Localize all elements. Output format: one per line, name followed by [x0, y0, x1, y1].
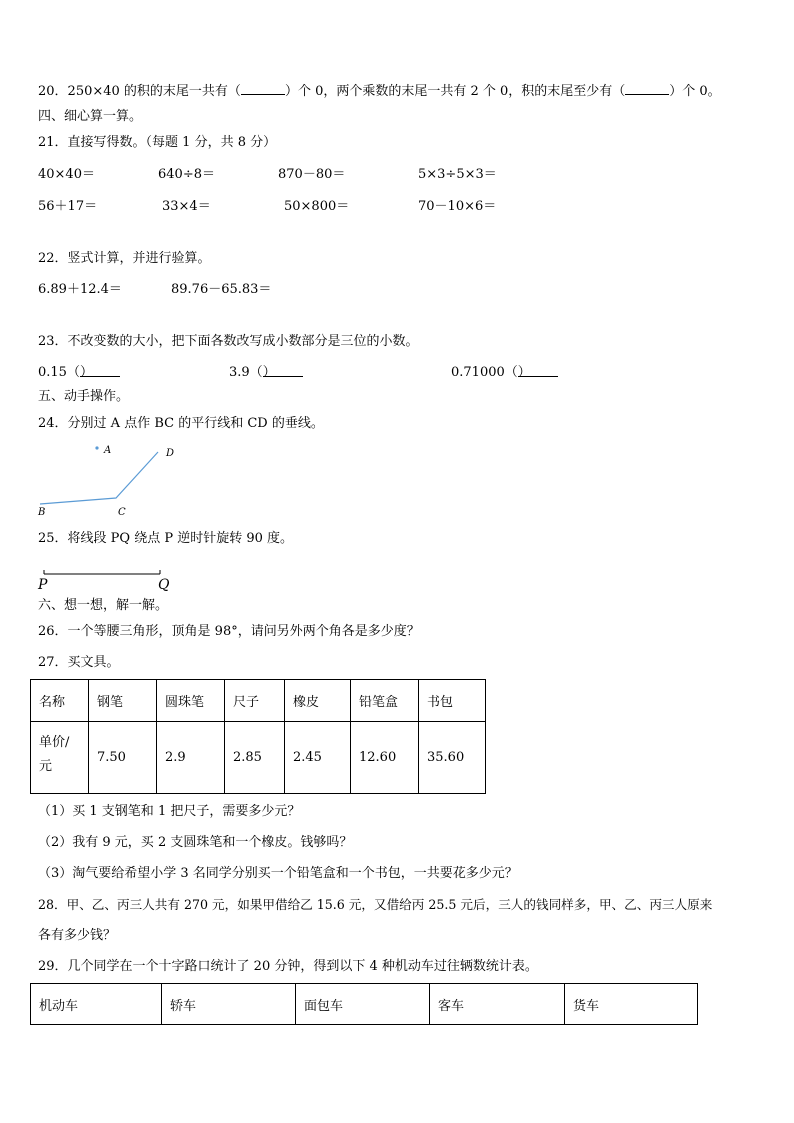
question-20: [38, 82, 721, 101]
table-header-cell: 机动车: [31, 984, 162, 1025]
table-header-cell: 铅笔盒: [351, 680, 419, 722]
table-header-cell: 面包车: [296, 984, 430, 1025]
geometry-figure-bcd: [30, 440, 190, 520]
calc-item: 50×800＝: [284, 199, 350, 214]
label-b: B: [38, 507, 46, 518]
segment-pq-figure: [34, 562, 184, 592]
answer-blank[interactable]: [80, 364, 120, 377]
label-c: C: [118, 507, 126, 518]
question-27-sub-3: （3）淘气要给希望小学 3 名同学分别买一个铅笔盒和一个书包，一共要花多少元？: [38, 866, 518, 881]
question-29-title: 29．几个同学在一个十字路口统计了 20 分钟，得到以下 4 种机动车过往辆数统计表。: [38, 959, 538, 974]
stationery-price-table: [30, 679, 486, 794]
paren-close: ）: [262, 365, 276, 380]
point-a: [95, 446, 98, 449]
calc-item: 640÷8＝: [158, 167, 215, 182]
label-p: P: [38, 577, 48, 592]
price-label-line-1: 单价/: [39, 735, 70, 750]
paren-close: ）: [517, 365, 531, 380]
table-cell: 7.50: [89, 722, 157, 794]
table-cell: 2.85: [225, 722, 285, 794]
table-header-cell: 轿车: [162, 984, 296, 1025]
table-header-cell: 书包: [419, 680, 486, 722]
question-28-line-2: 各有多少钱？: [38, 928, 117, 943]
question-27-sub-2: （2）我有 9 元，买 2 支圆珠笔和一个橡皮。钱够吗？: [38, 835, 353, 850]
calc-item: 33×4＝: [162, 199, 211, 214]
question-22-title: 22．竖式计算，并进行验算。: [38, 251, 211, 266]
q23-item: [38, 364, 93, 382]
price-label-line-2: 元: [39, 759, 53, 774]
q20-text-1: 20．250×40 的积的末尾一共有（: [38, 84, 241, 99]
calc-item: 89.76－65.83＝: [171, 282, 272, 297]
number-text: 0.15（: [38, 365, 80, 380]
table-cell: 12.60: [351, 722, 419, 794]
question-26: 26．一个等腰三角形，顶角是 98°，请问另外两个角各是多少度？: [38, 624, 420, 639]
section-heading-5: 五、动手操作。: [38, 389, 130, 404]
answer-blank[interactable]: [263, 364, 303, 377]
label-q: Q: [158, 577, 170, 592]
table-header-cell: 名称: [31, 680, 89, 722]
q23-item: [451, 364, 531, 382]
label-d: D: [166, 448, 175, 459]
table-cell: 2.45: [285, 722, 351, 794]
table-header-cell: 橡皮: [285, 680, 351, 722]
table-cell: 35.60: [419, 722, 486, 794]
calc-item: 5×3÷5×3＝: [418, 167, 497, 182]
question-23-title: 23．不改变数的大小，把下面各数改写成小数部分是三位的小数。: [38, 334, 419, 349]
question-28-line-1: 28．甲、乙、丙三人共有 270 元，如果甲借给乙 15.6 元，又借给丙 25.5 元后，三人的钱同样多，甲、乙、丙三人原来: [38, 897, 713, 912]
calc-item: 870－80＝: [278, 167, 346, 182]
table-header-cell: 尺子: [225, 680, 285, 722]
section-heading-6: 六、想一想，解一解。: [38, 598, 169, 613]
table-header-cell: 客车: [430, 984, 565, 1025]
line-bcd: [40, 452, 158, 504]
question-21-title: 21．直接写得数。（每题 1 分，共 8 分）: [38, 135, 277, 150]
question-27-sub-1: （1）买 1 支钢笔和 1 把尺子，需要多少元？: [38, 804, 301, 819]
label-a: A: [104, 445, 112, 456]
table-header-cell: 货车: [565, 984, 698, 1025]
answer-blank[interactable]: [241, 82, 285, 95]
table-row: [31, 984, 698, 1025]
question-27-title: 27．买文具。: [38, 655, 120, 670]
table-header-cell: 圆珠笔: [157, 680, 225, 722]
number-text: 3.9（: [229, 365, 263, 380]
table-row: [31, 680, 486, 722]
q20-text-2: ）个 0，两个乘数的末尾一共有 2 个 0，积的末尾至少有（: [284, 84, 626, 99]
section-heading-4: 四、细心算一算。: [38, 109, 143, 124]
calc-item: 40×40＝: [38, 167, 95, 182]
question-25-title: 25．将线段 PQ 绕点 P 逆时针旋转 90 度。: [38, 531, 294, 546]
answer-blank[interactable]: [625, 82, 669, 95]
q20-text-3: ）个 0。: [669, 84, 721, 99]
calc-item: 6.89＋12.4＝: [38, 282, 122, 297]
table-cell: 2.9: [157, 722, 225, 794]
paren-close: ）: [79, 365, 93, 380]
calc-item: 70－10×6＝: [418, 199, 497, 214]
answer-blank[interactable]: [518, 364, 558, 377]
table-row: [31, 722, 486, 794]
question-24-title: 24．分别过 A 点作 BC 的平行线和 CD 的垂线。: [38, 416, 324, 431]
vehicle-count-table: [30, 983, 698, 1025]
q23-item: [229, 364, 276, 382]
calc-item: 56＋17＝: [38, 199, 98, 214]
number-text: 0.71000（: [451, 365, 518, 380]
table-header-cell: 钢笔: [89, 680, 157, 722]
table-row-label: [31, 722, 89, 794]
